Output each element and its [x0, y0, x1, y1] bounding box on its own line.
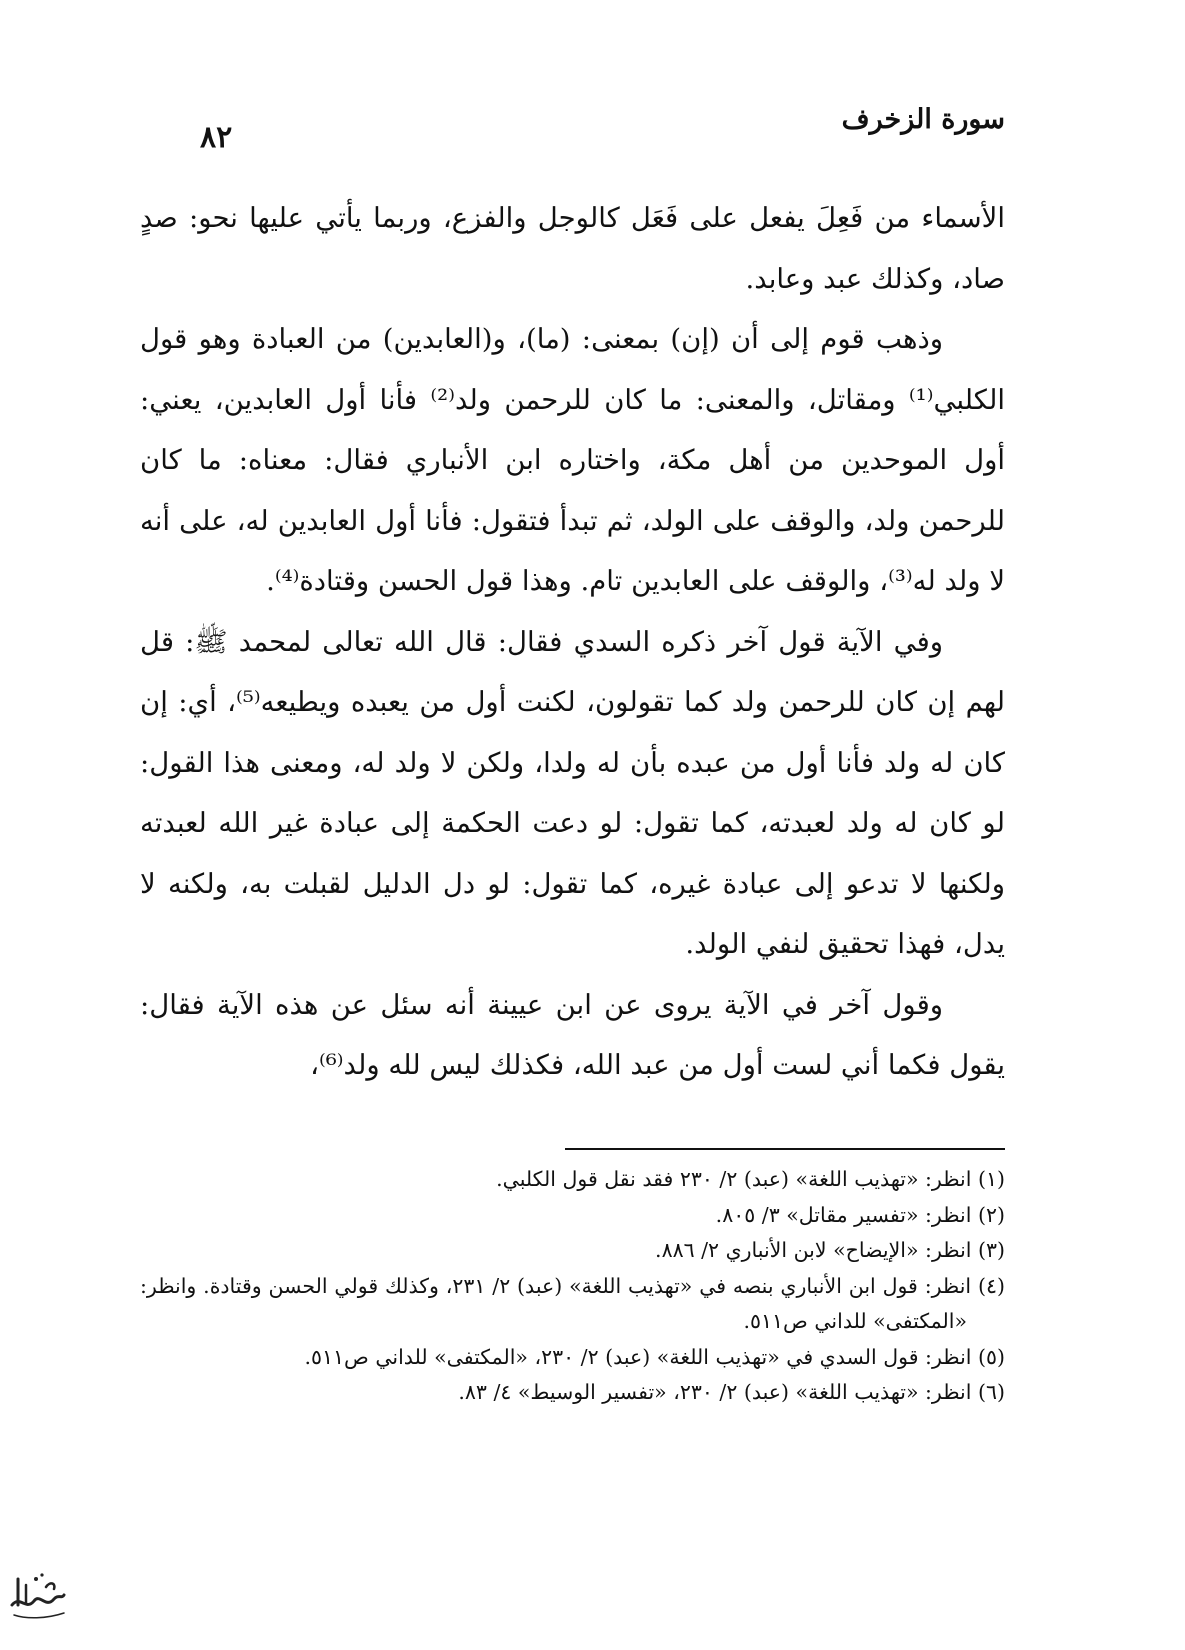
- page-number: ٨٢: [200, 120, 233, 155]
- footnote: (٤) انظر: قول ابن الأنباري بنصه في «تهذيب اللغة» (عبد) ٢/ ٢٣١، وكذلك قولي الحسن وقتادة. وانظر: «المكتفى» للداني ص٥١١.: [140, 1273, 1005, 1333]
- paragraph: وفي الآية قول آخر ذكره السدي فقال: قال الله تعالى لمحمد ﷺ: قل لهم إن كان للرحمن ولد كما تقولون، لكنت أول من يعبده ويطيعه⁽⁵⁾، أي: إن كان له ولد فأنا أول من عبده بأن له ولدا، ولكن لا ولد له، ومعنى هذا القول: لو كان له ولد لعبدته، كما تقول: لو دعت الحكمة إلى عبادة غير الله لعبدته ولكنها لا تدعو إلى عبادة غيره، كما تقول: لو دل الدليل لقبلت به، ولكنه لا يدل، فهذا تحقيق لنفي الولد.: [140, 625, 1005, 960]
- paragraph: وذهب قوم إلى أن (إن) بمعنى: (ما)، و(العابدين) من العبادة وهو قول الكلبي⁽¹⁾ ومقاتل، والمعنى: ما كان للرحمن ولد⁽²⁾ فأنا أول العابدين، يعني: أول الموحدين من أهل مكة، واختاره ابن الأنباري فقال: معناه: ما كان للرحمن ولد، والوقف على الولد، ثم تبدأ فتقول: فأنا أول العابدين له، على أنه لا ولد له⁽³⁾، والوقف على العابدين تام. وهذا قول الحسن وقتادة⁽⁴⁾.: [140, 323, 1005, 597]
- footnote: (٢) انظر: «تفسير مقاتل» ٣/ ٨٠٥.: [715, 1202, 1005, 1227]
- main-text: [140, 188, 1005, 1096]
- calligraphy-watermark-logo: [6, 1565, 70, 1625]
- surah-title: سورة الزخرف: [841, 104, 1005, 135]
- paragraph-continuation: الأسماء من فَعِلَ يفعل على فَعَل كالوجل والفزع، وربما يأتي عليها نحو: صدٍ صاد، وكذلك عبد وعابد.: [140, 202, 1005, 295]
- footnotes: [140, 1162, 1005, 1411]
- footnote-separator: [565, 1148, 1005, 1150]
- running-head: [200, 100, 1005, 160]
- footnote: (١) انظر: «تهذيب اللغة» (عبد) ٢/ ٢٣٠ فقد نقل قول الكلبي.: [496, 1167, 1005, 1191]
- footnote: (٥) انظر: قول السدي في «تهذيب اللغة» (عبد) ٢/ ٢٣٠، «المكتفى» للداني ص٥١١.: [304, 1344, 1005, 1369]
- footnote: (٣) انظر: «الإيضاح» لابن الأنباري ٢/ ٨٨٦.: [655, 1238, 1005, 1262]
- paragraph: وقول آخر في الآية يروى عن ابن عيينة أنه سئل عن هذه الآية فقال: يقول فكما أني لست أول من عبد الله، فكذلك ليس لله ولد⁽⁶⁾،: [140, 988, 1005, 1081]
- footnote: (٦) انظر: «تهذيب اللغة» (عبد) ٢/ ٢٣٠، «تفسير الوسيط» ٤/ ٨٣.: [458, 1380, 1005, 1404]
